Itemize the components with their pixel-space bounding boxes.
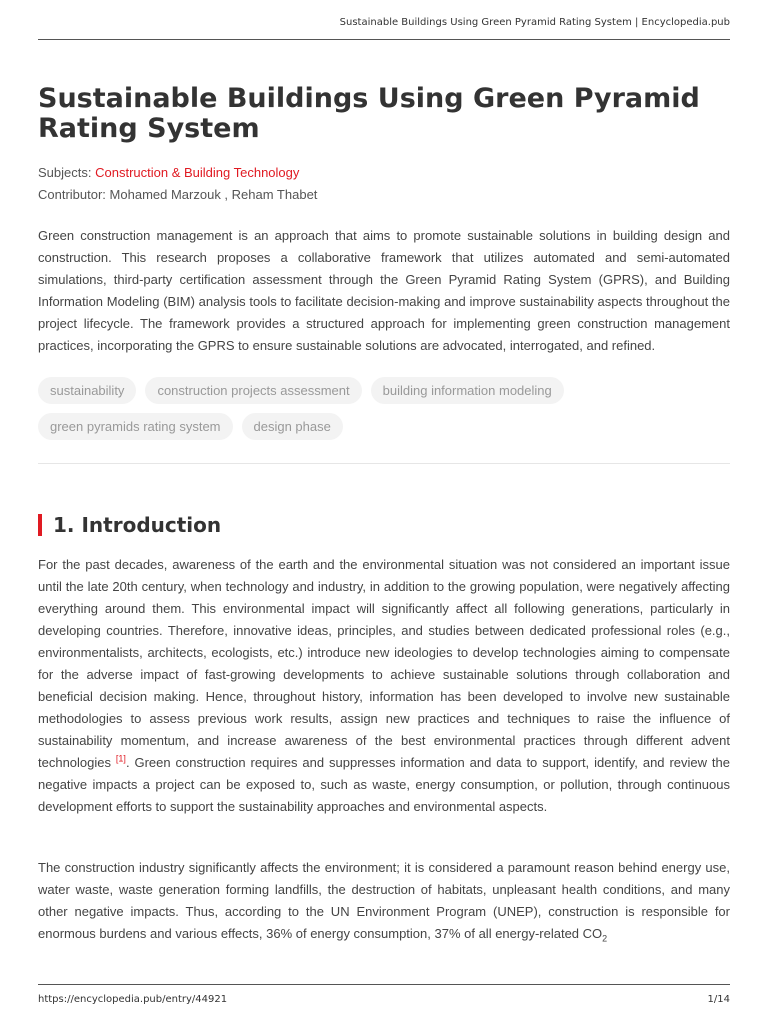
paragraph-text: For the past decades, awareness of the earth and the environmental situation was not considered an important issue until the late 20th century, when technology and industry, in addition to the growing population, were negatively affecting everything around them. This environmental impact will significantly affect all following generations, particularly in developing countries. Therefore, innovative ideas, principles, and studies between dedicated professional roles (e.g., environmentalists, architects, ecologists, etc.) introduce new ideologies to develop technologies aiming to compensate for the adverse impact of fast-growing developments to achieve sustainable solutions through collaboration and beneficial decision making. Hence, throughout history, information has been developed to involve new sustainable methodologies to assess previous work results, assign new practices and techniques to raise the influence of sustainability momentum, and increase awareness of the best environmental practices through different advent technologies — [38, 557, 730, 770]
paragraph-text: The construction industry significantly affects the environment; it is considered a paramount reason behind energy use, water waste, waste generation forming landfills, the destruction of habitats, unpleasant health conditions, and many other negative impacts. Thus, according to the UN Environment Program (UNEP), construction is responsible for enormous burdens and various effects, 36% of energy consumption, 37% of all energy-related CO — [38, 860, 730, 941]
keyword-tag[interactable]: construction projects assessment — [145, 377, 361, 404]
paragraph-text: . Green construction requires and suppresses information and data to support, identify, and review the negative impacts a project can be exposed to, such as waste, energy consumption, or pollution, through continuous development efforts to support the sustainability approaches and environmental aspects. — [38, 755, 730, 814]
keyword-tags — [38, 377, 730, 449]
contributor-label: Contributor: — [38, 187, 106, 202]
contributor-line — [38, 187, 317, 202]
page-number: 1/14 — [707, 994, 730, 1005]
section-accent-bar — [38, 514, 42, 536]
abstract: Green construction management is an approach that aims to promote sustainable solutions in building design and construction. This research proposes a collaborative framework that utilizes automated and semi-automated simulations, third-party certification assessment through the Green Pyramid Rating System (GPRS), and Building Information Modeling (BIM) analysis tools to facilitate decision-making and improve sustainability aspects throughout the project lifecycle. The framework provides a structured approach for implementing green construction management practices, incorporating the GPRS to ensure sustainable solutions are advocated, interrogated, and refined. — [38, 228, 730, 353]
keyword-tag[interactable]: building information modeling — [371, 377, 564, 404]
subjects-line — [38, 165, 299, 180]
keyword-tag[interactable]: sustainability — [38, 377, 136, 404]
footer-divider — [38, 984, 730, 985]
article-title: Sustainable Buildings Using Green Pyramid Rating System — [38, 83, 700, 144]
section-title: 1. Introduction — [53, 513, 222, 537]
section-divider — [38, 463, 730, 464]
contributor-names: Mohamed Marzouk , Reham Thabet — [109, 187, 318, 202]
subscript: 2 — [602, 933, 608, 944]
citation-link[interactable]: [1] — [115, 753, 126, 764]
intro-paragraph-2 — [38, 857, 730, 945]
keyword-tag[interactable]: green pyramids rating system — [38, 413, 233, 440]
intro-paragraph-1 — [38, 554, 730, 818]
running-title: Sustainable Buildings Using Green Pyramid Rating System | Encyclopedia.pub — [339, 17, 730, 28]
footer-url[interactable]: https://encyclopedia.pub/entry/44921 — [38, 994, 228, 1005]
section-heading — [38, 511, 221, 539]
subjects-label: Subjects: — [38, 165, 92, 180]
keyword-tag[interactable]: design phase — [242, 413, 343, 440]
page-header — [38, 0, 730, 40]
subject-link[interactable]: Construction & Building Technology — [95, 165, 300, 180]
